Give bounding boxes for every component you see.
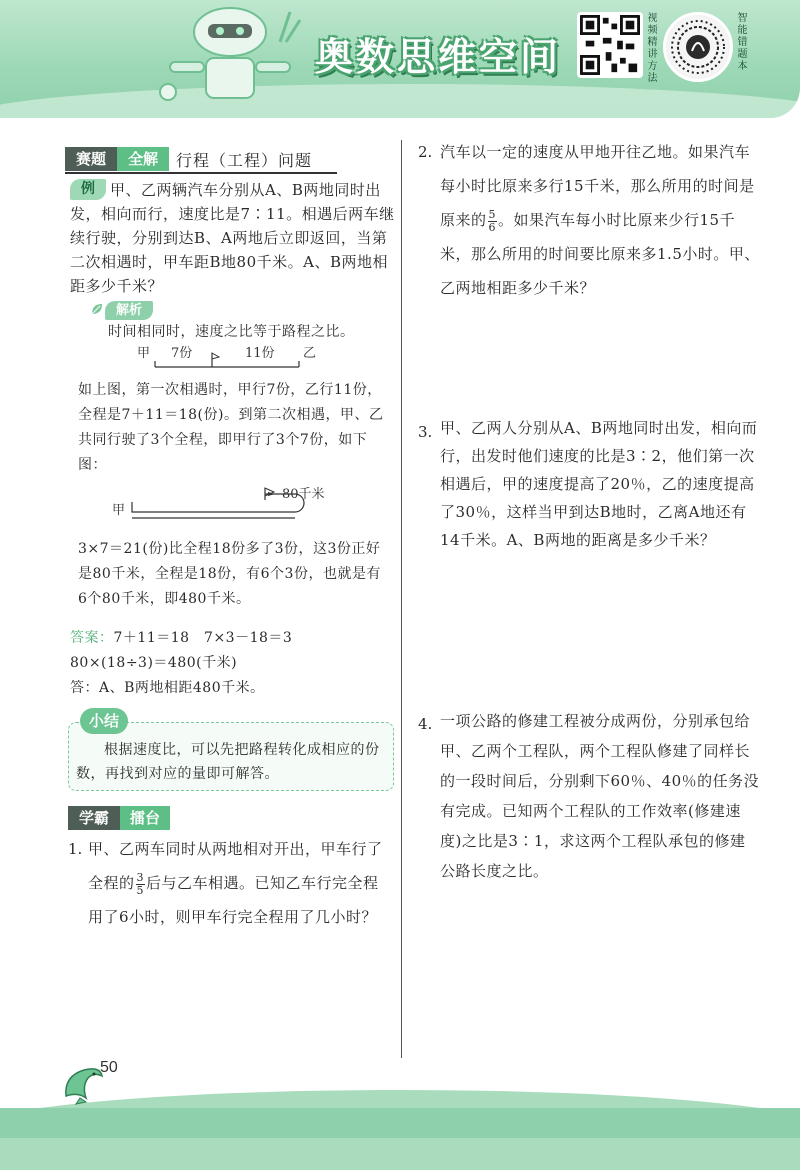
page-number: 50 [100,1059,118,1076]
section-title-green: 全解 [117,147,169,171]
analysis-line: 时间相同时，速度之比等于路程之比。 [108,324,355,340]
section-title-dark: 赛题 [65,147,117,171]
diagram-label-seg2: 11份 [245,346,275,361]
problem-text: 甲、乙两车同时从两地相对开出，甲车行了全程的 [88,840,383,892]
problem-text: 。如果汽车每小时比原来少行15千米，那么所用的时间要比原来多1.5小时。甲、乙两地相距多少千米？ [440,211,760,297]
footer-band [0,1108,800,1138]
example-tag: 例 [70,179,106,200]
summary-tag: 小结 [80,708,128,734]
analysis-paragraph: 如上图，第一次相遇时，甲行7份，乙行11份，全程是7＋11＝18(份)。到第二次相遇，甲、乙共同行驶了3个全程，即甲行了3个7份，如下图： [78,382,384,473]
problem-2 [440,135,760,305]
robot-illustration [150,2,310,114]
fraction [488,209,498,234]
segment-diagram [135,343,335,375]
problem-4: 一项公路的修建工程被分成两份，分别承包给甲、乙两个工程队，两个工程队修建了同样长的一段时间后，分别剩下60％、40％的任务没有完成。已知两个工程队的工作效率(修建速度)之比是3∶1，求这两个工程队承包的修建公路长度之比。 [440,712,760,880]
problem-text: 后与乙车相遇。已知乙车行完全程用了6小时，则甲车行完全程用了几小时？ [88,874,379,926]
problem-number: 3. [418,423,433,441]
fraction-denominator: 5 [136,883,145,897]
leaf-icon [90,302,104,316]
banner-title: 奥数思维空间 [315,35,562,79]
diagram-label-left: 甲 [112,503,126,518]
diagram-label-left: 甲 [137,346,151,361]
qr-caption: 智能错题本 [735,12,746,72]
diagram-label-seg1: 7份 [171,346,193,361]
example-text: 甲、乙两辆汽车分别从A、B两地同时出发，相向而行，速度比是7∶11。相遇后两车继续行驶，分别到达B、A两地后立即返回，当第二次相遇时，甲车距B地80千米。A、B两地相距多少千米？ [70,181,395,295]
fraction-numerator: 3 [136,870,145,884]
practice-title-green: 擂台 [120,806,170,830]
problem-1 [88,832,393,934]
answer-line: 7＋11＝18 7×3－18＝3 [113,630,293,646]
problem-number: 1. [68,840,83,858]
practice-title-dark: 学霸 [68,806,120,830]
qr-code-icon[interactable] [577,12,643,78]
problem-number: 4. [418,715,433,733]
answer-block [70,626,390,701]
problem-3: 甲、乙两人分别从A、B两地同时出发，相向而行，出发时他们速度的比是3∶2，他们第一次相遇后，甲的速度提高了20％，乙的速度提高了30％，这样当甲到达B地时，乙离A地还有14千米。A、B两地的距离是多少千米？ [440,419,758,549]
fraction [136,872,146,897]
column-divider [401,140,402,1058]
answer-line: 答：A、B两地相距480千米。 [70,680,265,696]
problem-number: 2. [418,143,433,161]
diagram-label-right: 乙 [303,346,317,361]
fraction-denominator: 6 [488,220,497,234]
qr-caption: 视频精讲方法 [645,12,656,84]
answer-line: 80×(18÷3)＝480(千米) [70,655,238,671]
mini-program-code-icon[interactable] [663,12,733,82]
section-topic: 行程（工程）问题 [176,151,313,170]
diagram-label-distance: 80千米 [282,487,325,502]
fraction-numerator: 5 [488,207,497,221]
return-trip-diagram [110,484,380,532]
summary-text: 根据速度比，可以先把路程转化成相应的份数，再找到对应的量即可解答。 [76,742,380,782]
section-underline [65,172,337,174]
analysis-paragraph: 3×7＝21(份)比全程18份多了3份，这3份正好是80千米，全程是18份，有6个3份，也就是有6个80千米，即480千米。 [78,541,381,607]
answer-label: 答案： [70,630,114,646]
problem-text: 汽车以一定的速度从甲地开往乙地。如果汽车每小时比原来多行15千米，那么所用的时间是原来的 [440,143,755,229]
analysis-tag: 解析 [105,301,153,320]
